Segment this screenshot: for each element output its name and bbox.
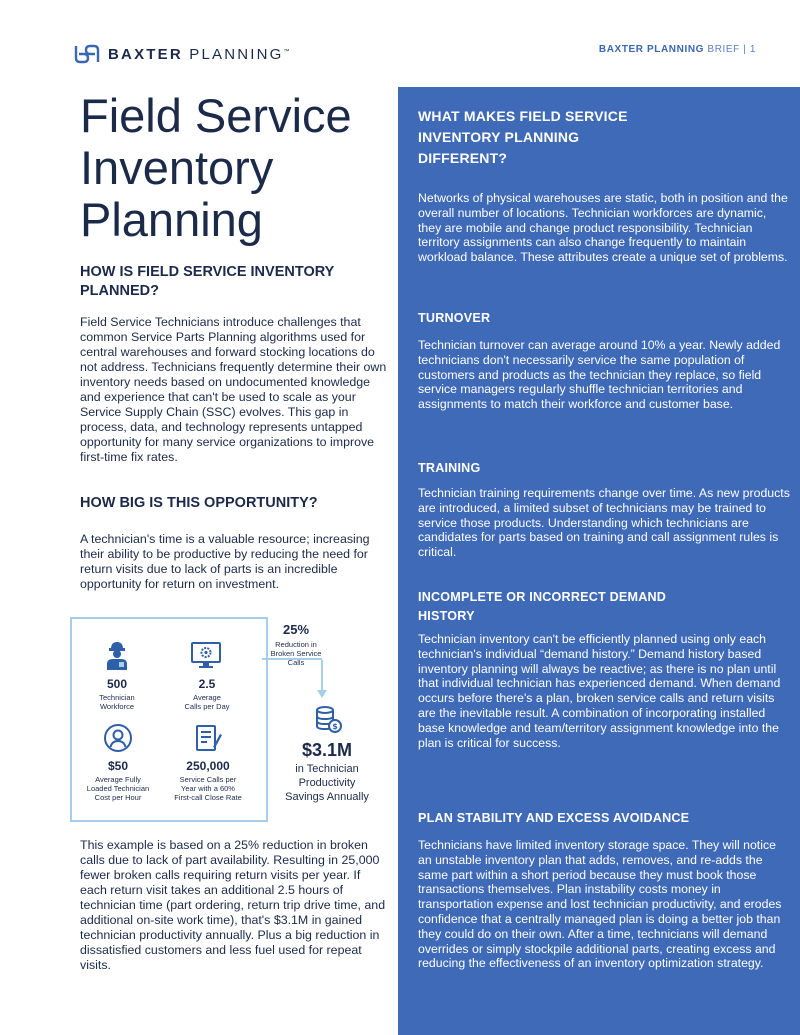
paragraph-opportunity: A technician's time is a valuable resource; increasing their ability to be productive by reducing the need for return visits due to lack of parts is an incredible opportunity for return on investment. [80,532,370,591]
paragraph-plan-stability: Technicians have limited inventory storage space. They will notice an unstable inventory plan that adds, removes, and re-adds the same part within a short period because they must book those transactions themselves. Plan instability costs money in transportation expense and lost technician productivity, and erodes confidence that a centrally managed plan is doing a better job than they could do on their own. After a time, technicians will demand overrides or simply stockpile additional parts, creating excess and reducing the effectiveness of an inventory optimization strategy. [418,838,782,971]
person-circle-icon [103,723,133,753]
logo-light-text: PLANNING [189,45,284,63]
page-header [599,44,756,55]
paragraph-turnover: Technician turnover can average around 10% a year. Newly added technicians don't necessarily service the same population of customers and products as the technician they replace, so field service managers regularly shuffle technician territories and assignments to match their workforce and customer base. [418,338,781,412]
heading-demand-history: INCOMPLETE OR INCORRECT DEMAND HISTORY [418,590,667,623]
stat-reduction-broken-calls: 25% Reduction in Broken Service Calls [270,622,322,667]
stat-productivity-savings: $3.1M in Technician Productivity Savings Annually [285,740,369,803]
connector-line [262,658,322,660]
logo-bold-text: BAXTER [108,45,183,63]
monitor-gear-icon [190,641,222,669]
paragraph-different: Networks of physical warehouses are static, both in position and the overall number of locations. Technician workforces are dynamic, they are mobile and change product responsibility. Technician territory assignments can also change frequently to maintain workload balance. These attributes create a unique set of problems. [418,191,788,265]
title-line-1: Field Service [80,89,352,142]
heading-plan-stability: PLAN STABILITY AND EXCESS AVOIDANCE [418,811,690,825]
stat-calls-per-day: 2.5 Average Calls per Day [184,677,230,711]
logo-tm: ™ [283,48,292,55]
arrow-down-icon [317,690,327,698]
heading-what-makes-different: WHAT MAKES FIELD SERVICE INVENTORY PLANNING DIFFERENT? [418,108,628,166]
heading-how-planned: HOW IS FIELD SERVICE INVENTORY PLANNED? [80,264,335,299]
paragraph-training: Technician training requirements change over time. As new products are introduced, a limited subset of technicians may be trained to service those products. Understanding which technicians are candidates for parts based on training and call assignment rules is critical. [418,486,790,560]
stat-service-calls-per-year: 250,000 Service Calls per Year with a 60% First-call Close Rate [174,759,242,802]
coins-icon [314,704,342,734]
header-page-label: BRIEF | 1 [707,44,756,55]
technician-icon [105,640,129,670]
stat-technician-workforce: 500 Technician Workforce [99,677,135,711]
header-brand: BAXTER PLANNING [598,44,705,55]
heading-opportunity: HOW BIG IS THIS OPPORTUNITY? [80,495,318,511]
baxter-planning-logo [74,44,292,64]
heading-turnover: TURNOVER [418,311,491,325]
page-title [80,90,380,246]
paragraph-demand-history: Technician inventory can't be efficiently planned using only each technician's individual “demand history.” Demand history based inventory planning will always be reactive; as there is no plan until that individual technician has experienced demand. When demand occurs before there's a plan, broken service calls and return visits are the inevitable result. A combination of incorporating installed base knowledge and team/territory assignment knowledge into the plan is critical for success. [418,632,781,750]
paragraph-how-planned: Field Service Technicians introduce challenges that common Service Parts Planning algorithms used for central warehouses and forward stocking locations do not address. Technicians frequently determine their own inventory needs based on undocumented knowledge and experience that can't be used to scale as your Service Supply Chain (SSC) evolves. This gap in process, data, and technology represents untapped opportunity for many service organizations to improve first-time fix rates. [80,315,387,464]
svg-text:$: $ [332,722,338,731]
heading-training: TRAINING [418,461,481,475]
title-line-3: Planning [80,193,263,246]
title-line-2: Inventory [80,141,274,194]
arrow-line [321,660,323,692]
paragraph-example: This example is based on a 25% reduction in broken calls due to lack of part availability. Resulting in 25,000 fewer broken calls requiring return visits per year. If each return visit takes an additional 2.5 hours of technician time (part ordering, return trip drive time, and additional on-site work time), that's $3.1M in gained technician productivity annually. Plus a big reduction in dissatisfied customers and less fuel used for repeat visits. [80,838,386,972]
document-pen-icon [193,723,223,753]
stat-cost-per-hour: $50 Average Fully Loaded Technician Cost per Hour [86,759,150,802]
bp-logo-icon [74,44,100,64]
